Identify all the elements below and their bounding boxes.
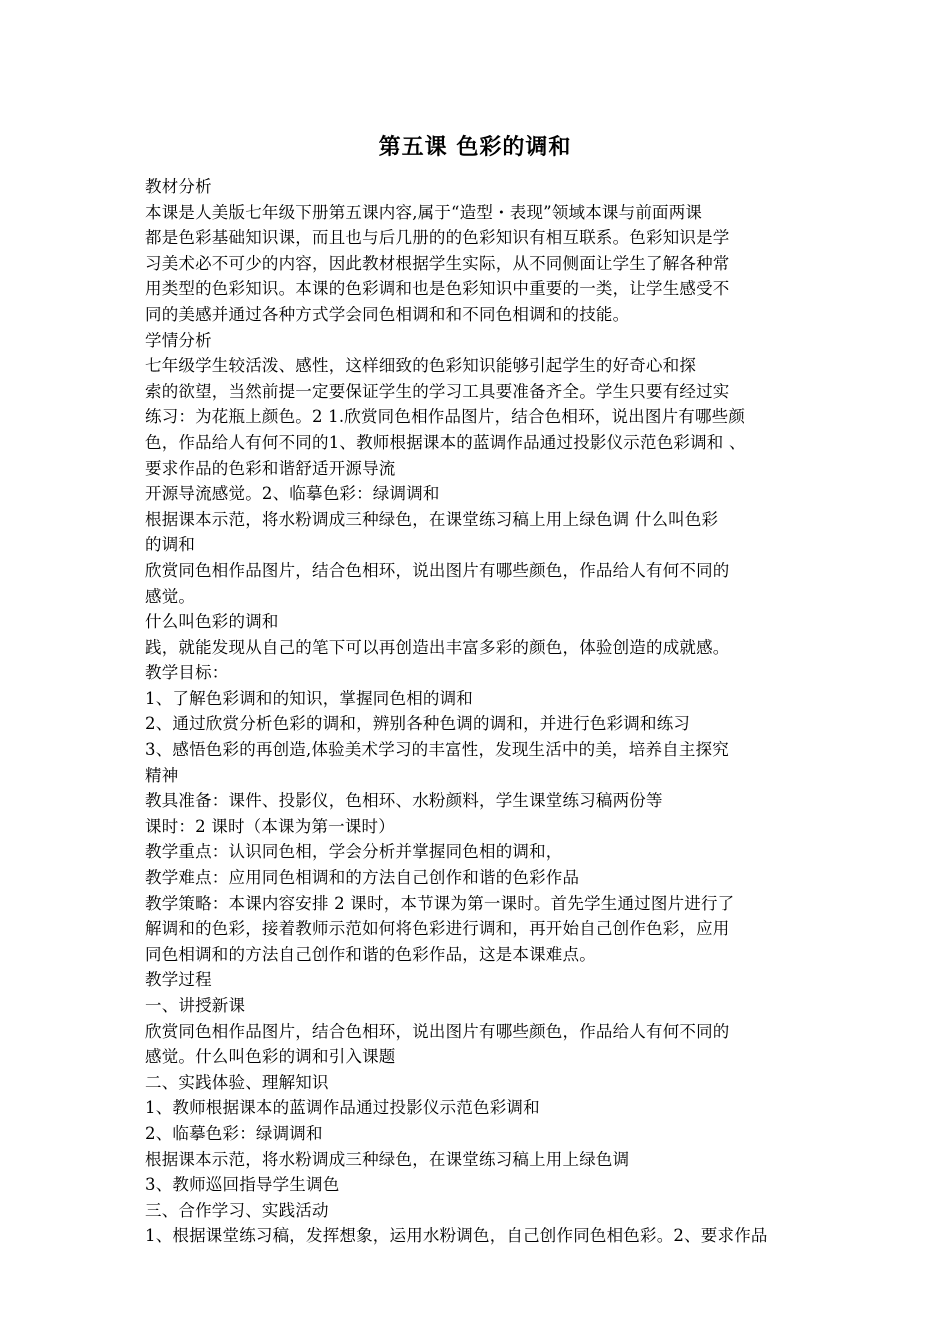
text-line: 用类型的色彩知识。本课的色彩调和也是色彩知识中重要的一类，让学生感受不 xyxy=(145,279,730,299)
text-line: 什么叫色彩的调和 xyxy=(145,612,279,632)
text-line: 学情分析 xyxy=(145,330,212,350)
text-line: 感觉。 xyxy=(145,586,196,606)
text-line: 练习：为花瓶上颜色。2 1.欣赏同色相作品图片，结合色相环，说出图片有哪些颜 xyxy=(145,407,746,427)
text-line: 三、合作学习、实践活动 xyxy=(145,1200,329,1220)
text-line: 3、教师巡回指导学生调色 xyxy=(145,1175,340,1195)
text-line: 同的美感并通过各种方式学会同色相调和和不同色相调和的技能。 xyxy=(145,304,630,324)
text-line: 二、实践体验、理解知识 xyxy=(145,1072,329,1092)
text-line: 要求作品的色彩和谐舒适开源导流 xyxy=(145,458,396,478)
text-line: 教具准备：课件、投影仪，色相环、水粉颜料，学生课堂练习稿两份等 xyxy=(145,791,663,811)
text-line: 本课是人美版七年级下册第五课内容,属于“造型・表现”领域本课与前面两课 xyxy=(145,202,703,222)
text-line: 教学难点：应用同色相调和的方法自己创作和谐的色彩作品 xyxy=(145,868,580,888)
text-line: 根据课本示范，将水粉调成三种绿色，在课堂练习稿上用上绿色调 xyxy=(145,1149,630,1169)
text-line: 教学策略：本课内容安排 2 课时，本节课为第一课时。首先学生通过图片进行了 xyxy=(145,893,735,913)
text-line: 1、了解色彩调和的知识，掌握同色相的调和 xyxy=(145,688,473,708)
text-line: 欣赏同色相作品图片，结合色相环，说出图片有哪些颜色，作品给人有何不同的 xyxy=(145,1021,730,1041)
text-line: 感觉。什么叫色彩的调和引入课题 xyxy=(145,1047,396,1067)
document-body xyxy=(145,174,810,1249)
text-line: 2、临摹色彩：绿调调和 xyxy=(145,1123,323,1143)
text-line: 的调和 xyxy=(145,535,196,555)
text-line: 3、感悟色彩的再创造,体验美术学习的丰富性，发现生活中的美，培养自主探究 xyxy=(145,740,729,760)
text-line: 根据课本示范，将水粉调成三种绿色，在课堂练习稿上用上绿色调 什么叫色彩 xyxy=(145,509,719,529)
text-line: 同色相调和的方法自己创作和谐的色彩作品，这是本课难点。 xyxy=(145,944,596,964)
text-line: 解调和的色彩，接着教师示范如何将色彩进行调和，再开始自己创作色彩，应用 xyxy=(145,919,730,939)
text-line: 践，就能发现从自己的笔下可以再创造出丰富多彩的颜色，体验创造的成就感。 xyxy=(145,637,730,657)
text-line: 开源导流感觉。2、临摹色彩：绿调调和 xyxy=(145,484,440,504)
text-line: 都是色彩基础知识课，而且也与后几册的的色彩知识有相互联系。色彩知识是学 xyxy=(145,228,730,248)
text-line: 七年级学生较活泼、感性，这样细致的色彩知识能够引起学生的好奇心和探 xyxy=(145,356,697,376)
text-line: 教材分析 xyxy=(145,177,212,196)
text-line: 欣赏同色相作品图片，结合色相环，说出图片有哪些颜色，作品给人有何不同的 xyxy=(145,560,730,580)
text-line: 色，作品给人有何不同的1、教师根据课本的蓝调作品通过投影仪示范色彩调和 、 xyxy=(145,432,746,452)
text-line: 索的欲望，当然前提一定要保证学生的学习工具要准备齐全。学生只要有经过实 xyxy=(145,381,730,401)
text-line: 教学过程 xyxy=(145,970,212,990)
text-line: 精神 xyxy=(145,765,179,785)
text-line: 一、讲授新课 xyxy=(145,996,246,1015)
text-line: 课时：2 课时（本课为第一课时） xyxy=(145,816,395,836)
text-line: 2、通过欣赏分析色彩的调和，辨别各种色调的调和，并进行色彩调和练习 xyxy=(145,714,691,734)
text-line: 教学重点：认识同色相，学会分析并掌握同色相的调和， xyxy=(145,842,563,862)
document-title: 第五课 色彩的调和 xyxy=(378,134,572,160)
text-line: 习美术必不可少的内容，因此教材根据学生实际，从不同侧面让学生了解各种常 xyxy=(145,253,730,273)
text-line: 1、教师根据课本的蓝调作品通过投影仪示范色彩调和 xyxy=(145,1098,540,1118)
text-line: 教学目标： xyxy=(145,663,229,683)
text-line: 1、根据课堂练习稿，发挥想象，运用水粉调色，自己创作同色相色彩。2、要求作品 xyxy=(145,1226,768,1246)
